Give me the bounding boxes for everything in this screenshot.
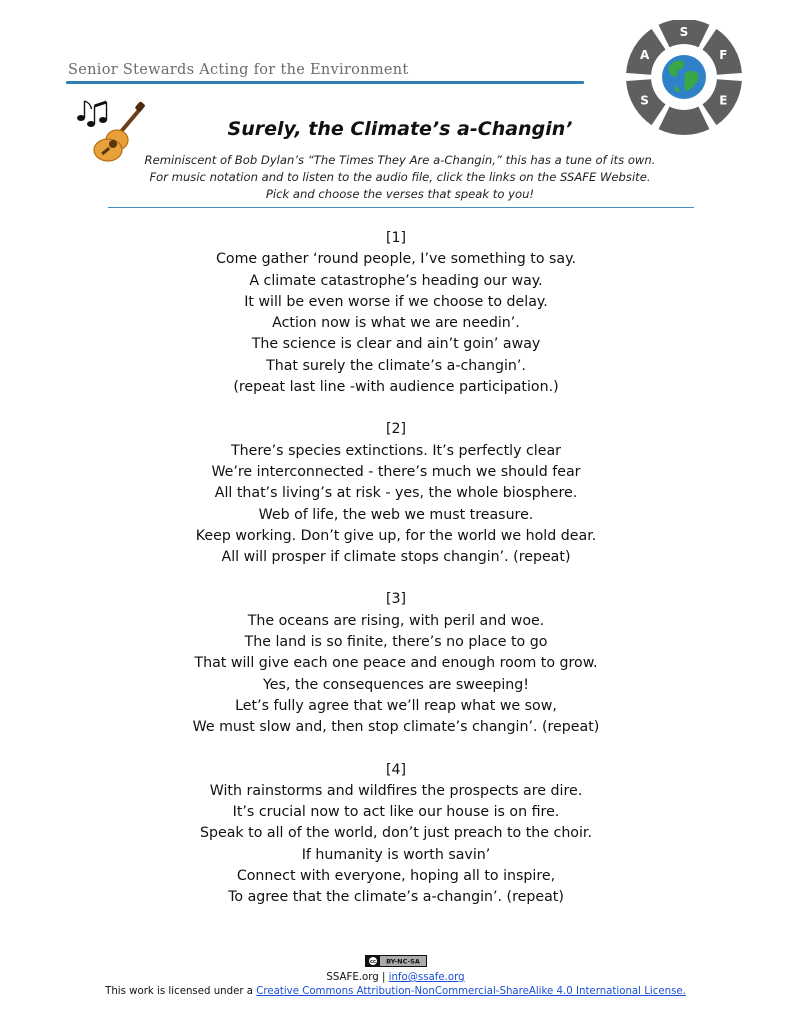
contact-line [0, 971, 791, 985]
logo-letter: A [639, 47, 650, 62]
lyric-line: The oceans are rising, with peril and woe. [247, 612, 545, 629]
org-name: Senior Stewards Acting for the Environment [68, 62, 409, 78]
license-link[interactable]: Creative Commons Attribution-NonCommercial-ShareAlike 4.0 International License. [256, 986, 686, 997]
verse-3 [96, 589, 696, 738]
cc-badge-text: BY-NC-SA [385, 957, 420, 966]
logo-letter: S [679, 25, 689, 39]
cc-license-badge-icon [365, 955, 427, 967]
verse-1 [96, 228, 696, 398]
lyric-line: The science is clear and ain’t goin’ away [251, 336, 541, 353]
logo-letter: F [719, 47, 728, 62]
lyric-line: It’s crucial now to act like our house is on fire. [232, 804, 560, 821]
lyric-line: (repeat last line -with audience participation.) [233, 379, 559, 396]
lyric-line: Web of life, the web we must treasure. [258, 506, 534, 523]
svg-text:cc: cc [369, 959, 376, 966]
lyric-line: All will prosper if climate stops changin’. (repeat) [221, 549, 571, 566]
lyric-line: Yes, the consequences are sweeping! [263, 676, 529, 693]
verse-number: [1] [385, 230, 407, 246]
song-subtitle [100, 152, 700, 203]
lyric-line: Connect with everyone, hoping all to inspire, [236, 868, 556, 885]
lyric-line: If humanity is worth savin’ [301, 846, 491, 863]
verse-number: [3] [385, 591, 407, 608]
lyric-line: With rainstorms and wildfires the prospects are dire. [209, 782, 583, 799]
subtitle-line: Reminiscent of Bob Dylan’s “The Times They Are a-Changin,” this has a tune of its own. [144, 153, 656, 167]
subtitle-line: Pick and choose the verses that speak to you! [265, 187, 535, 201]
logo-letter: E [719, 93, 728, 108]
verse-4 [96, 760, 696, 909]
lyric-line: A climate catastrophe’s heading our way. [249, 272, 543, 289]
lyrics [96, 228, 696, 930]
lyric-line: We’re interconnected - there’s much we should fear [211, 463, 581, 480]
contact-separator: | [378, 972, 389, 983]
logo-letter: S [640, 93, 649, 108]
site-name: SSAFE.org [326, 972, 379, 983]
lyric-line: There’s species extinctions. It’s perfectly clear [231, 442, 561, 459]
lyric-line: That will give each one peace and enough room to grow. [194, 655, 598, 672]
subtitle-line: For music notation and to listen to the audio file, click the links on the SSAFE Website. [149, 170, 651, 184]
earth-icon [662, 55, 706, 99]
license-prefix: This work is licensed under a [105, 986, 257, 997]
lyric-line: That surely the climate’s a-changin’. [266, 357, 526, 374]
subtitle-divider [108, 207, 694, 208]
email-link[interactable]: info@ssafe.org [388, 972, 465, 983]
license-badge-row [0, 955, 791, 971]
lyric-line: We must slow and, then stop climate’s changin’. (repeat) [192, 719, 600, 736]
lyric-line: Let’s fully agree that we’ll reap what we sow, [235, 697, 557, 714]
lyric-line: Speak to all of the world, don’t just preach to the choir. [200, 825, 592, 842]
license-line [0, 985, 791, 999]
music-notes-icon [77, 101, 107, 127]
lyric-line: The land is so finite, there’s no place to go [244, 634, 548, 651]
verse-number: [4] [385, 761, 407, 778]
lyric-line: It will be even worse if we choose to delay. [244, 293, 548, 310]
verse-2 [96, 419, 696, 568]
verse-number: [2] [385, 421, 407, 438]
song-title: Surely, the Climate’s a-Changin’ [227, 118, 573, 140]
lyric-line: Keep working. Don’t give up, for the world we hold dear. [195, 527, 597, 544]
header-divider [66, 81, 584, 84]
lyric-line: All that’s living’s at risk - yes, the whole biosphere. [214, 485, 578, 502]
lyric-line: Come gather ‘round people, I’ve something to say. [216, 251, 576, 268]
lyric-line: To agree that the climate’s a-changin’. (repeat) [228, 889, 564, 906]
lyric-line: Action now is what we are needin’. [272, 315, 520, 332]
footer [0, 955, 791, 999]
